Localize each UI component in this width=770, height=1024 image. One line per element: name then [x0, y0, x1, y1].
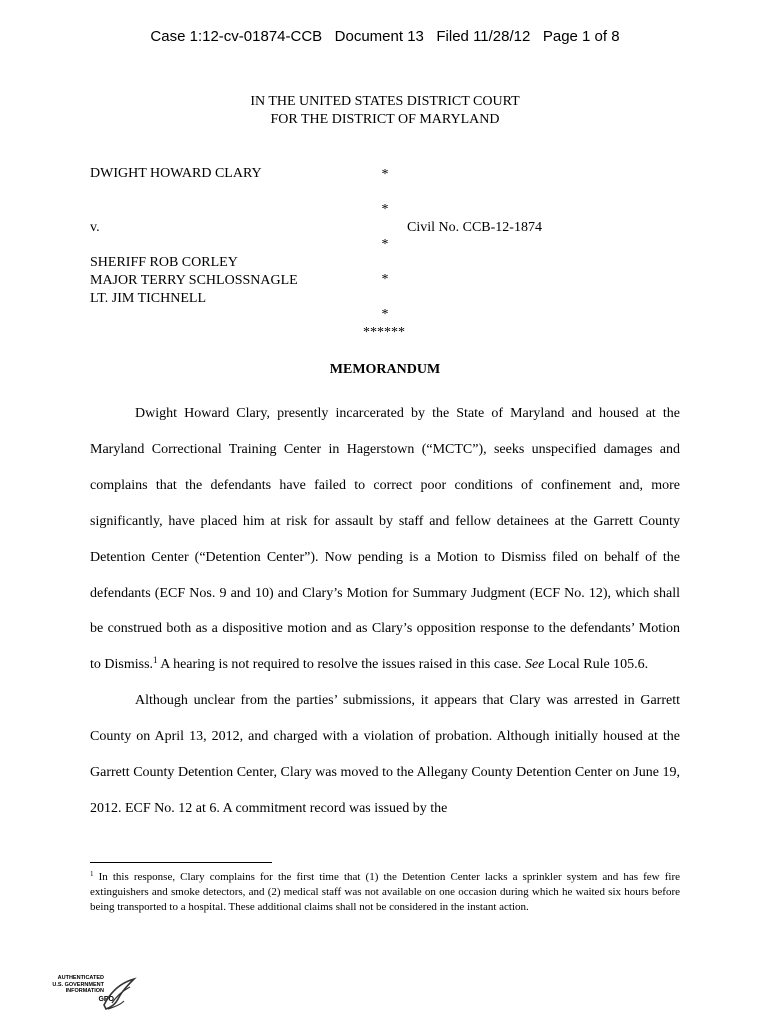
defendant-2: MAJOR TERRY SCHLOSSNAGLE [90, 273, 298, 288]
paragraph-1-text-c: Local Rule 105.6. [544, 657, 649, 673]
eagle-icon [98, 975, 138, 1015]
gpo-logo-text [40, 975, 114, 1004]
caption-stars-row: ****** [363, 325, 405, 340]
logo-line: AUTHENTICATED [57, 975, 104, 981]
footnote-number: 1 [90, 870, 94, 878]
court-line-2: FOR THE DISTRICT OF MARYLAND [270, 112, 500, 127]
caption-star: * [381, 167, 389, 182]
footnote-ref: 1 [153, 655, 158, 666]
caption-star: * [381, 237, 389, 252]
civil-number: Civil No. CCB-12-1874 [407, 220, 542, 235]
paragraph-1-text-a: Dwight Howard Clary, presently incarcerated by the State of Maryland and housed at the Maryland Correctional Training Center in Hagerstown (“MCTC”), seeks unspecified damages and complains that the defendants have failed to correct poor conditions of confinement and, more significantly, have placed him at risk for assault by staff and fellow detainees at the Garrett County Detention Center (“Detention Center”). Now pending is a Motion to Dismiss filed on behalf of the defendants (ECF Nos. 9 and 10) and Clary’s Motion for Summary Judgment (ECF No. 12), which shall be construed both as a dispositive motion and as Clary’s opposition response to the defendants’ Motion to Dismiss. [90, 406, 680, 673]
court-line-1: IN THE UNITED STATES DISTRICT COURT [250, 94, 520, 109]
defendant-3: LT. JIM TICHNELL [90, 291, 207, 306]
gpo-authentication-logo [40, 975, 132, 1015]
paragraph-1 [90, 396, 680, 683]
footnote-text: In this response, Clary complains for the first time that (1) the Detention Center lacks a sprinkler system and has few fire extinguishers and smoke detectors, and (2) medical staff was not available on one occasion during which he waited six hours before being transported to a hospital. These additional claims shall not be considered in the instant action. [90, 871, 680, 913]
versus-label: v. [90, 220, 100, 235]
memorandum-body [90, 396, 680, 827]
footnote-1 [90, 870, 680, 915]
logo-line: U.S. GOVERNMENT [52, 981, 104, 988]
footnote-divider [90, 862, 272, 863]
caption-star: * [381, 307, 389, 322]
see-citation-signal: See [524, 657, 545, 673]
plaintiff-name: DWIGHT HOWARD CLARY [90, 166, 262, 181]
court-heading [0, 93, 770, 129]
paragraph-2: Although unclear from the parties’ submissions, it appears that Clary was arrested in Garrett County on April 13, 2012, and charged with a violation of probation. Although initially housed at the Garrett County Detention Center, Clary was moved to the Allegany County Detention Center on June 19, 2012. ECF No. 12 at 6. A commitment record was issued by the [90, 693, 680, 816]
caption-star: * [381, 272, 389, 287]
defendant-1: SHERIFF ROB CORLEY [90, 255, 238, 270]
logo-line: INFORMATION [65, 988, 104, 995]
document-title: MEMORANDUM [329, 362, 441, 377]
caption-star: * [381, 202, 389, 217]
case-header: Case 1:12-cv-01874-CCB Document 13 Filed 11/28/12 Page 1 of 8 [150, 28, 620, 45]
logo-gpo: GPO [98, 995, 114, 1003]
paragraph-1-text-b: A hearing is not required to resolve the issues raised in this case. [157, 657, 525, 673]
